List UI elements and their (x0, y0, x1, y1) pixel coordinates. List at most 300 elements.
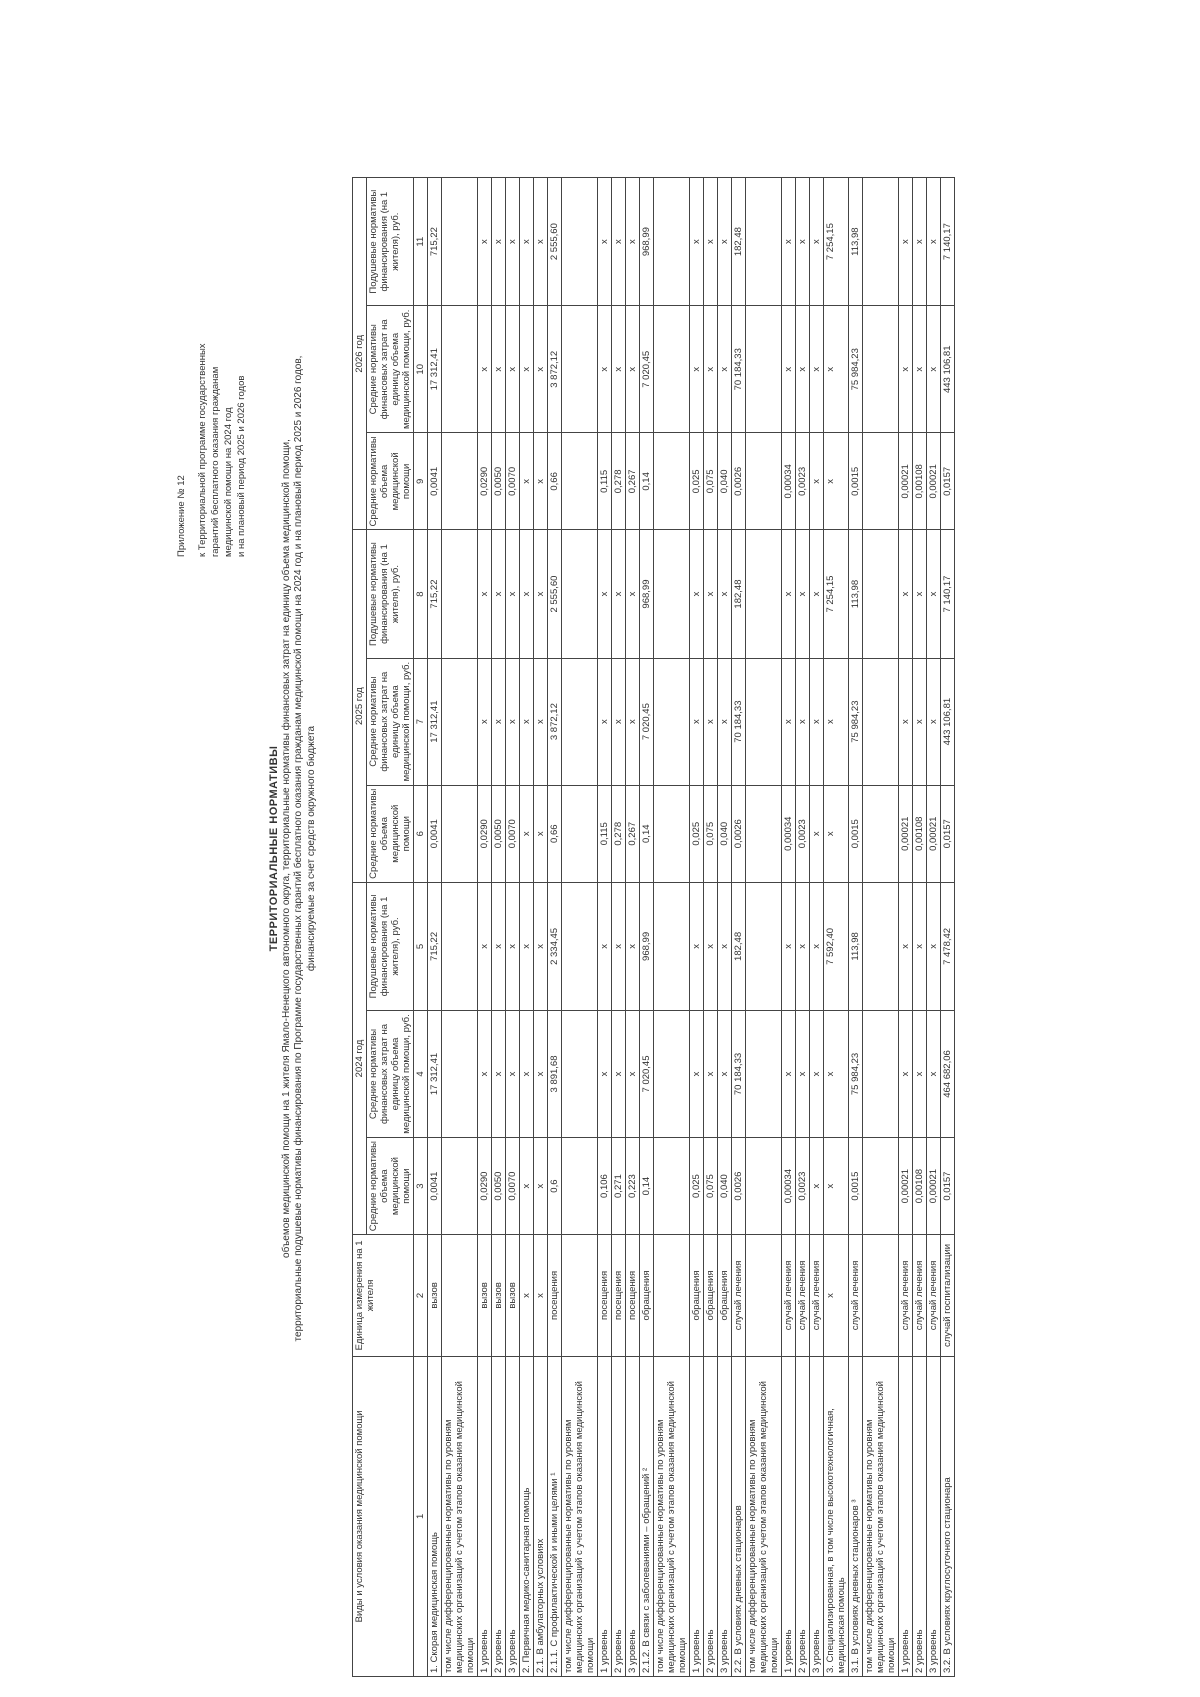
table-cell: 0,0070 (506, 433, 520, 530)
table-row (492, 178, 506, 1677)
table-cell: х (520, 178, 534, 306)
table-cell: х (612, 178, 626, 306)
table-cell: 0,0050 (492, 785, 506, 882)
table-cell: х (492, 178, 506, 306)
row-label: том числе дифференцированные нормативы по уровням медицинских организаций с учетом этапов оказания медицинской помощи (863, 1356, 899, 1676)
row-label: 2 уровень (913, 1356, 927, 1676)
table-cell: х (913, 1010, 927, 1137)
table-cell: 0,040 (718, 1138, 732, 1235)
table-cell: х (534, 433, 548, 530)
table-cell: 0,14 (640, 1138, 654, 1235)
table-cell: случай лечения (899, 1235, 913, 1357)
table-cell: 113,98 (849, 530, 863, 658)
table-cell: посещения (548, 1235, 562, 1357)
table-cell: 0,0157 (941, 433, 955, 530)
row-label: 3 уровень (810, 1356, 824, 1676)
header-cost: Средние нормативы финансовых затрат на единицу объема медицинской помощи, руб. (367, 1010, 414, 1137)
norms-table (352, 177, 955, 1677)
table-cell: х (810, 178, 824, 306)
table-cell: 0,025 (690, 785, 704, 882)
table-cell: 0,0050 (492, 433, 506, 530)
table-cell: 7 020,45 (640, 658, 654, 785)
table-cell: 0,025 (690, 1138, 704, 1235)
table-cell: х (810, 530, 824, 658)
table-cell: х (520, 658, 534, 785)
row-label: 2 уровень (612, 1356, 626, 1676)
table-cell: х (782, 306, 796, 433)
table-row (690, 178, 704, 1677)
table-row (598, 178, 612, 1677)
table-cell: 0,0290 (478, 1138, 492, 1235)
header-row (353, 178, 367, 1677)
table-cell (442, 882, 478, 1010)
table-cell: х (704, 530, 718, 658)
table-cell: 968,99 (640, 882, 654, 1010)
header-year-2025: 2025 год (353, 530, 367, 882)
table-cell: х (796, 1010, 810, 1137)
table-cell: х (478, 178, 492, 306)
table-cell: х (718, 1010, 732, 1137)
table-cell: 715,22 (428, 530, 442, 658)
title-line: территориальные подушевые нормативы финансирования по Программе государственных гарантий бесплатного оказания гражданам медицинской помощи на 2024 год и на плановый период 2025 и 2026 годов, (293, 355, 304, 1342)
table-cell: х (612, 306, 626, 433)
table-cell: 0,278 (612, 785, 626, 882)
row-label: том числе дифференцированные нормативы по уровням медицинских организаций с учетом этапов оказания медицинской помощи (654, 1356, 690, 1676)
row-label: 1. Скорая медицинская помощь (428, 1356, 442, 1676)
table-cell: 113,98 (849, 178, 863, 306)
table-cell: х (704, 178, 718, 306)
table-cell: х (506, 882, 520, 1010)
table-cell: 75 984,23 (849, 1010, 863, 1137)
table-cell: х (690, 306, 704, 433)
row-label: 2. Первичная медико-санитарная помощь (520, 1356, 534, 1676)
table-cell: х (478, 1010, 492, 1137)
table-cell: х (492, 882, 506, 1010)
table-cell: 0,278 (612, 433, 626, 530)
table-cell: х (824, 785, 849, 882)
table-cell: 443 106,81 (941, 658, 955, 785)
table-cell: х (492, 530, 506, 658)
table-cell: случай госпитализации (941, 1235, 955, 1357)
table-cell (442, 658, 478, 785)
table-cell (442, 178, 478, 306)
table-row (478, 178, 492, 1677)
appendix-line: гарантий бесплатного оказания гражданам (210, 366, 221, 557)
table-cell: 70 184,33 (732, 306, 746, 433)
header-percapita: Подушевые нормативы финансирования (на 1 жителя), руб. (367, 178, 414, 306)
table-cell (442, 530, 478, 658)
row-label: 2.2. В условиях дневных стационаров (732, 1356, 746, 1676)
table-cell: х (913, 306, 927, 433)
table-cell: случай лечения (732, 1235, 746, 1357)
header-volume: Средние нормативы объема медицинской помощи (367, 1138, 414, 1235)
table-row (746, 178, 782, 1677)
table-cell: 0,0070 (506, 785, 520, 882)
table-cell: случай лечения (782, 1235, 796, 1357)
table-row (863, 178, 899, 1677)
row-label: 2.1.1. С профилактической и иными целями ¹ (548, 1356, 562, 1676)
header-volume: Средние нормативы объема медицинской помощи (367, 785, 414, 882)
table-row (941, 178, 955, 1677)
column-number: 6 (414, 785, 428, 882)
table-cell: х (690, 1010, 704, 1137)
row-label: 2 уровень (796, 1356, 810, 1676)
table-cell (442, 1010, 478, 1137)
table-cell: х (690, 178, 704, 306)
table-cell: х (810, 1010, 824, 1137)
table-cell: х (520, 882, 534, 1010)
table-row (732, 178, 746, 1677)
table-cell: 0,0015 (849, 433, 863, 530)
table-cell: 182,48 (732, 882, 746, 1010)
table-cell: 0,00021 (899, 1138, 913, 1235)
table-cell (746, 1010, 782, 1137)
table-cell: х (478, 530, 492, 658)
table-cell: х (612, 530, 626, 658)
header-volume: Средние нормативы объема медицинской помощи (367, 433, 414, 530)
table-cell: 75 984,23 (849, 306, 863, 433)
table-cell: х (782, 1010, 796, 1137)
table-cell: х (478, 658, 492, 785)
table-cell: х (927, 882, 941, 1010)
table-cell: х (626, 1010, 640, 1137)
table-cell: х (598, 178, 612, 306)
table-cell: х (927, 306, 941, 433)
row-label: 3 уровень (626, 1356, 640, 1676)
table-cell: х (796, 658, 810, 785)
table-cell: х (612, 1010, 626, 1137)
table-cell (654, 1235, 690, 1357)
appendix-block (175, 77, 248, 557)
table-row (626, 178, 640, 1677)
table-cell: 17 312,41 (428, 658, 442, 785)
table-cell: 0,0050 (492, 1138, 506, 1235)
table-cell: 0,00021 (927, 785, 941, 882)
table-cell: 0,14 (640, 433, 654, 530)
column-number: 3 (414, 1138, 428, 1235)
table-cell: 0,66 (548, 433, 562, 530)
table-cell: х (534, 306, 548, 433)
table-row (654, 178, 690, 1677)
table-cell: обращения (718, 1235, 732, 1357)
table-row (534, 178, 548, 1677)
table-cell: х (810, 1138, 824, 1235)
table-cell: 0,00021 (927, 1138, 941, 1235)
table-cell: 0,0290 (478, 433, 492, 530)
table-cell: случай лечения (810, 1235, 824, 1357)
table-cell: 0,0026 (732, 433, 746, 530)
column-number: 5 (414, 882, 428, 1010)
table-cell: 0,267 (626, 785, 640, 882)
table-cell: 0,14 (640, 785, 654, 882)
table-cell (654, 433, 690, 530)
table-cell: 0,115 (598, 433, 612, 530)
table-cell: х (598, 882, 612, 1010)
header-types: Виды и условия оказания медицинской помощи (353, 1356, 414, 1676)
table-cell (562, 433, 598, 530)
appendix-number: Приложение № 12 (176, 475, 187, 557)
table-cell: 70 184,33 (732, 1010, 746, 1137)
table-cell: х (927, 530, 941, 658)
table-cell: 2 555,60 (548, 530, 562, 658)
table-cell: вызов (506, 1235, 520, 1357)
table-cell (654, 785, 690, 882)
table-cell: х (899, 178, 913, 306)
table-cell: х (913, 530, 927, 658)
header-percapita: Подушевые нормативы финансирования (на 1 жителя), руб. (367, 530, 414, 658)
table-cell (562, 785, 598, 882)
table-cell: х (520, 306, 534, 433)
row-label: том числе дифференцированные нормативы по уровням медицинских организаций с учетом этапов оказания медицинской помощи (442, 1356, 478, 1676)
table-cell (654, 1138, 690, 1235)
table-cell (746, 178, 782, 306)
table-cell: х (796, 882, 810, 1010)
table-cell: 2 555,60 (548, 178, 562, 306)
table-cell: х (492, 1010, 506, 1137)
table-cell (562, 1010, 598, 1137)
table-cell: 7 254,15 (824, 530, 849, 658)
table-cell (562, 530, 598, 658)
table-cell: х (782, 882, 796, 1010)
row-label: 3.2. В условиях круглосуточного стационара (941, 1356, 955, 1676)
table-cell: 0,271 (612, 1138, 626, 1235)
table-cell: 0,040 (718, 433, 732, 530)
table-cell: посещения (612, 1235, 626, 1357)
table-cell: 0,00108 (913, 1138, 927, 1235)
table-cell (863, 530, 899, 658)
table-row (612, 178, 626, 1677)
table-cell: 0,267 (626, 433, 640, 530)
column-number: 9 (414, 433, 428, 530)
table-cell (863, 785, 899, 882)
table-cell: х (796, 530, 810, 658)
table-cell: 70 184,33 (732, 658, 746, 785)
table-cell: 182,48 (732, 178, 746, 306)
table-cell: вызов (492, 1235, 506, 1357)
table-cell: х (927, 658, 941, 785)
table-cell: х (598, 530, 612, 658)
row-label: том числе дифференцированные нормативы по уровням медицинских организаций с учетом этапов оказания медицинской помощи (746, 1356, 782, 1676)
table-cell: х (506, 1010, 520, 1137)
table-cell: х (824, 658, 849, 785)
table-cell: 0,0157 (941, 1138, 955, 1235)
table-cell: 464 682,06 (941, 1010, 955, 1137)
table-cell: х (824, 1138, 849, 1235)
table-cell: х (913, 178, 927, 306)
table-cell: 0,0026 (732, 1138, 746, 1235)
table-cell: 0,223 (626, 1138, 640, 1235)
table-cell: х (704, 306, 718, 433)
table-cell: 3 891,68 (548, 1010, 562, 1137)
table-cell: 0,0041 (428, 785, 442, 882)
table-cell: х (824, 1235, 849, 1357)
table-cell: 182,48 (732, 530, 746, 658)
table-cell: 0,00108 (913, 433, 927, 530)
table-cell: 715,22 (428, 178, 442, 306)
column-number: 8 (414, 530, 428, 658)
table-cell: 75 984,23 (849, 658, 863, 785)
table-cell: х (810, 433, 824, 530)
table-cell: х (718, 882, 732, 1010)
table-cell: х (626, 306, 640, 433)
table-cell: 0,66 (548, 785, 562, 882)
table-cell: х (899, 306, 913, 433)
table-cell: 0,00034 (782, 433, 796, 530)
table-cell: х (478, 882, 492, 1010)
table-cell: х (718, 530, 732, 658)
table-cell: х (810, 658, 824, 785)
table-cell: х (520, 1138, 534, 1235)
row-label: 1 уровень (899, 1356, 913, 1676)
table-cell: 0,00021 (899, 785, 913, 882)
table-cell (746, 785, 782, 882)
table-cell: х (534, 785, 548, 882)
table-cell: х (718, 178, 732, 306)
table-cell (562, 882, 598, 1010)
table-cell: 443 106,81 (941, 306, 955, 433)
table-cell: х (520, 1235, 534, 1357)
table-cell (654, 530, 690, 658)
table-row (562, 178, 598, 1677)
table-cell: х (796, 306, 810, 433)
table-cell: 7 592,40 (824, 882, 849, 1010)
table-cell: 0,106 (598, 1138, 612, 1235)
table-cell (562, 306, 598, 433)
table-cell: х (899, 530, 913, 658)
table-cell (746, 530, 782, 658)
header-year-2024: 2024 год (353, 882, 367, 1234)
title-line: финансируемые за счет средств окружного бюджета (305, 725, 317, 972)
table-cell (562, 1138, 598, 1235)
column-numbers-row (414, 178, 428, 1677)
row-label: 2.1.2. В связи с заболеваниями – обращений ² (640, 1356, 654, 1676)
title-block (268, 0, 318, 1697)
table-cell (863, 882, 899, 1010)
table-cell: х (927, 1010, 941, 1137)
table-cell: х (824, 433, 849, 530)
table-row (796, 178, 810, 1677)
table-cell (654, 306, 690, 433)
table-cell: вызов (478, 1235, 492, 1357)
table-cell: 0,0041 (428, 433, 442, 530)
row-label: 1 уровень (782, 1356, 796, 1676)
table-cell: х (626, 658, 640, 785)
table-cell: х (534, 178, 548, 306)
header-cost: Средние нормативы финансовых затрат на единицу объема медицинской помощи, руб. (367, 306, 414, 433)
table-row (913, 178, 927, 1677)
title-line: объемов медицинской помощи на 1 жителя Ямало-Ненецкого автономного округа, территориальные нормативы финансовых затрат на единицу объема медицинской помощи, (280, 439, 292, 1258)
row-label: 3.1. В условиях дневных стационаров ³ (849, 1356, 863, 1676)
table-cell (863, 433, 899, 530)
table-cell (746, 433, 782, 530)
table-cell: х (718, 658, 732, 785)
table-cell (863, 1010, 899, 1137)
table-row (640, 178, 654, 1677)
row-label: 2 уровень (492, 1356, 506, 1676)
table-cell: 7 140,17 (941, 530, 955, 658)
table-cell: х (704, 1010, 718, 1137)
table-cell: 113,98 (849, 882, 863, 1010)
table-cell: х (626, 530, 640, 658)
table-cell: 715,22 (428, 882, 442, 1010)
table-cell: х (626, 882, 640, 1010)
table-cell: 0,0023 (796, 1138, 810, 1235)
table-row (810, 178, 824, 1677)
table-cell (746, 306, 782, 433)
table-cell: х (478, 306, 492, 433)
table-cell: случай лечения (913, 1235, 927, 1357)
table-cell: х (520, 433, 534, 530)
table-cell: х (534, 882, 548, 1010)
table-body (428, 178, 955, 1677)
column-number: 2 (414, 1235, 428, 1357)
table-row (782, 178, 796, 1677)
table-row (927, 178, 941, 1677)
table-cell: 0,075 (704, 433, 718, 530)
table-cell: х (899, 1010, 913, 1137)
appendix-line: и на плановый период 2025 и 2026 годов (236, 375, 247, 557)
table-cell: случай лечения (796, 1235, 810, 1357)
table-cell: х (506, 306, 520, 433)
table-cell: случай лечения (849, 1235, 863, 1357)
table-cell (562, 658, 598, 785)
table-cell: х (810, 882, 824, 1010)
table-row (506, 178, 520, 1677)
table-cell: х (598, 658, 612, 785)
table-cell: х (782, 530, 796, 658)
table-cell (746, 1235, 782, 1357)
table-cell: х (690, 882, 704, 1010)
table-cell: 0,00021 (927, 433, 941, 530)
table-cell: обращения (690, 1235, 704, 1357)
appendix-line: медицинской помощи на 2024 год (223, 407, 234, 557)
appendix-line: к Территориальной программе государственных (197, 343, 208, 557)
table-cell (442, 306, 478, 433)
table-cell: х (626, 178, 640, 306)
table-cell: х (810, 785, 824, 882)
table-cell: 7 020,45 (640, 306, 654, 433)
table-cell (746, 1138, 782, 1235)
table-cell: х (796, 178, 810, 306)
header-percapita: Подушевые нормативы финансирования (на 1 жителя), руб. (367, 882, 414, 1010)
table-cell: х (927, 178, 941, 306)
table-cell: х (824, 1010, 849, 1137)
table-cell: х (782, 658, 796, 785)
column-number: 11 (414, 178, 428, 306)
table-cell: х (899, 658, 913, 785)
table-cell: х (520, 785, 534, 882)
column-number: 4 (414, 1010, 428, 1137)
table-cell: х (810, 306, 824, 433)
table-cell: х (534, 658, 548, 785)
row-label: 1 уровень (598, 1356, 612, 1676)
table-cell: 0,00034 (782, 1138, 796, 1235)
table-cell: 7 478,42 (941, 882, 955, 1010)
table-cell (562, 1235, 598, 1357)
table-cell: х (899, 882, 913, 1010)
table-cell: 968,99 (640, 178, 654, 306)
table-cell: 0,075 (704, 1138, 718, 1235)
table-cell: х (506, 658, 520, 785)
header-cost: Средние нормативы финансовых затрат на единицу объема медицинской помощи, руб. (367, 658, 414, 785)
table-cell: х (913, 882, 927, 1010)
table-row (899, 178, 913, 1677)
table-cell: вызов (428, 1235, 442, 1357)
table-cell: х (520, 530, 534, 658)
table-cell (442, 433, 478, 530)
table-cell: 17 312,41 (428, 1010, 442, 1137)
table-cell (562, 178, 598, 306)
